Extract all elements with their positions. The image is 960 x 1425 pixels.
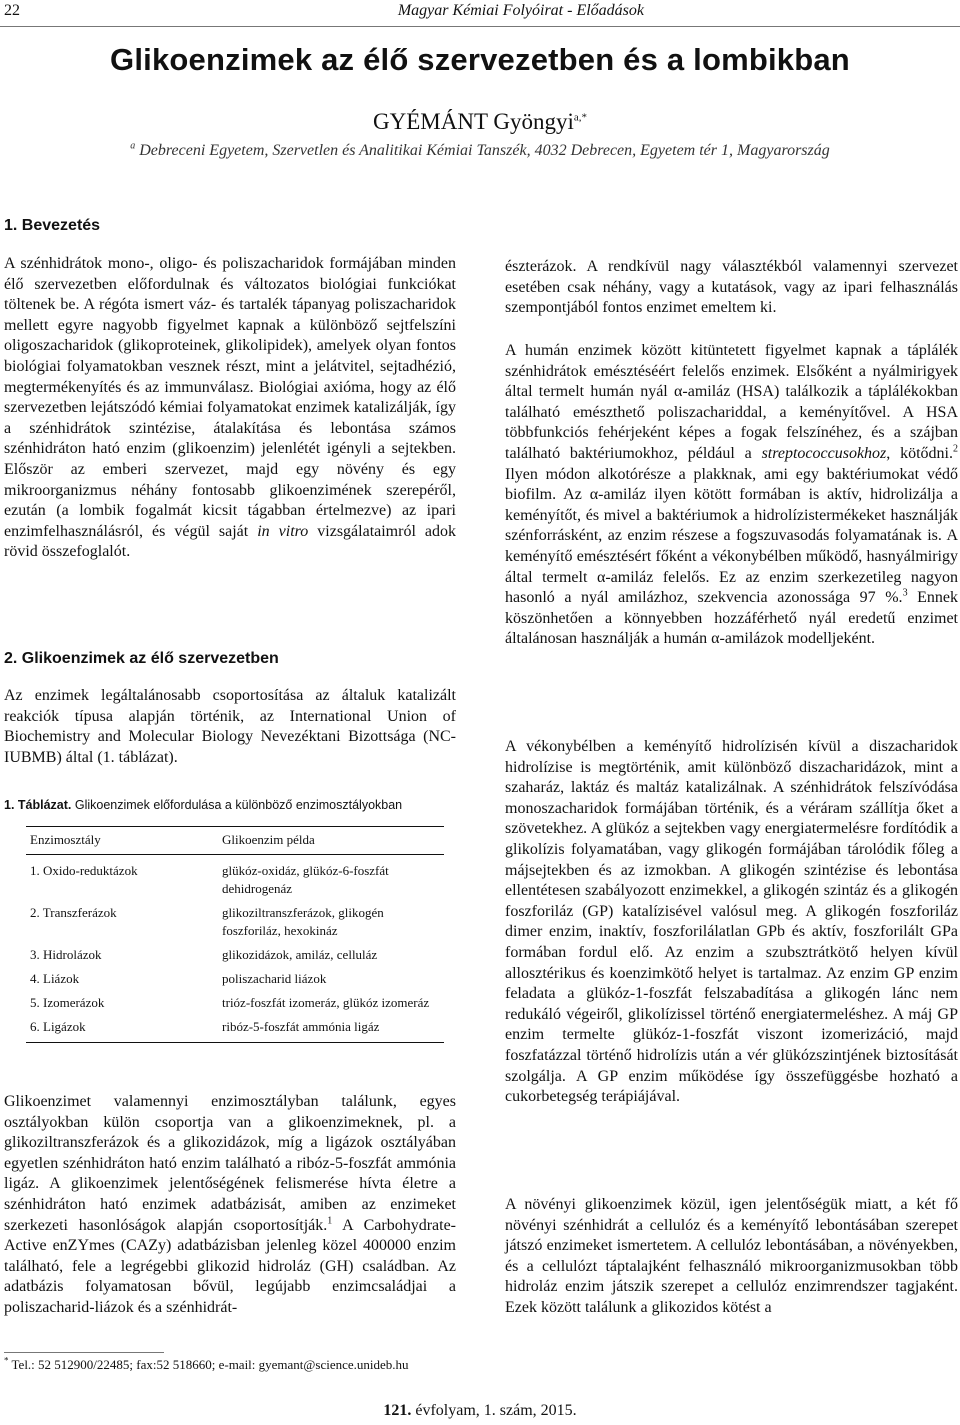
intro-italic: in vitro — [257, 522, 309, 540]
rp2-italic: streptococcusokhoz — [761, 444, 887, 462]
table-cell: ribóz-5-foszfát ammónia ligáz — [218, 1015, 444, 1043]
table-cell: poliszacharid liázok — [222, 971, 327, 986]
table-row — [26, 991, 444, 1015]
footnote-text: Tel.: 52 512900/22485; fax:52 518660; e-mail: gyemant@science.unideb.hu — [8, 1357, 409, 1372]
table-header-row — [26, 827, 444, 855]
section-heading-1: 1. Bevezetés — [4, 217, 101, 234]
table-cell: glükóz-oxidáz, glükóz-6-foszfát dehidrogenáz — [222, 863, 389, 896]
intro-text-end: vizsgálataimról adok rövid összefoglalót. — [4, 522, 456, 561]
s2p2-text-a: Glikoenzimet valamennyi enzimosztályban találunk, egyes osztályokban külön csoportja van a glikoenzimeknek, pl. a glikoziltranszferázok és a glikozidázok, míg a ligázok osztályában egyetlen szénhidráton ható enzim található a ribóz-5-foszfát ammónia ligáz. A glikoenzimek jelentőségének felismerése hívta életre a szénhidráton ható enzimek adatbázisát, amiben az enzimeket szerkezeti hasonlóságok alapján csoportosítják. — [4, 1093, 456, 1234]
footnote-rule — [4, 1352, 164, 1353]
table-cell: glikozidázok, amiláz, celluláz — [222, 947, 378, 962]
table-cell: 1. Oxido-reduktázok — [30, 863, 138, 878]
table-header-example: Glikoenzim példa — [218, 827, 444, 855]
table-cell: 5. Izomerázok — [30, 995, 105, 1010]
right-paragraph-1: észterázok. A rendkívül nagy választékból valamennyi szervezet esetében csak néhány, vagy a kutatások, vagy az ipari felhasználás szempontjából fontos enzimet emeltem ki. — [505, 258, 958, 317]
affiliation-text: Debreceni Egyetem, Szervetlen és Analitikai Kémiai Tanszék, 4032 Debrecen, Egyetem tér 1, Magyarország — [139, 142, 830, 159]
table-caption-text: Glikoenzimek előfordulása a különböző enzimosztályokban — [71, 798, 403, 812]
author-sup: a,* — [573, 111, 587, 124]
table-cell: glikoziltranszferázok, glikogén foszforiláz, hexokináz — [222, 905, 384, 938]
intro-paragraph — [4, 254, 456, 563]
s2p2-text-b: A Carbohydrate-Active enZYmes (CAZy) adatbázisban jelenleg közel 400000 enzim található, fele a legrégebbi glikozid hidroláz (GH) családban. Az adatbázis folyamatosan bővül, legújabb enzimcsaládjai a poliszacharid-liázok és a szénhidrát- — [4, 1216, 457, 1316]
author-name: GYÉMÁNT Gyöngyi — [373, 109, 574, 134]
header-rule — [0, 26, 960, 27]
rp2-text-d: Ennek köszönhetően a könnyebben hozzáférhető nyál eredetű enzimet általánosan használják a humán α-amilázok modelljeként. — [505, 589, 959, 648]
table-caption-label: 1. Táblázat. — [4, 798, 72, 812]
table-cell: 6. Ligázok — [26, 1015, 218, 1043]
rp2-text-c: Ilyen módon alkotórésze a plakknak, ami egy baktériumokat védő biofilm. Az α-amiláz ilyen kötött formában is aktív, hidrolizálja a keményítőt, és mivel a baktériumok a hidrolízistermékeket használják szénforrásként, az enzim részese a fogszuvasodás folyamatának is. A keményítő emésztésért főként a vékonybélben működő, hasnyálmirigy által termelt α-amiláz felelős. Ez az enzim szerkezetileg nagyon hasonló a nyál amilázhoz, szekvencia azonossága 97 %. — [505, 465, 958, 607]
rp2-text-a: A humán enzimek között kitüntetett figyelmet kapnak a táplálék szénhidrátok emésztéséért felelős enzimek. Elsőként a nyálmirigyek által termelt humán nyál α-amiláz (HSA) találkozik a táplálékokban található emészthető poliszachariddal, a keményítővel. A HSA többfunkciós fehérjeként képes a fogak felszínéhez, és a szájban található baktériumokhoz, például a — [505, 342, 958, 462]
table-row — [26, 1015, 444, 1043]
page-footer — [0, 1402, 960, 1420]
table-cell: trióz-foszfát izomeráz, glükóz izomeráz — [222, 995, 430, 1010]
table-cell: 4. Liázok — [30, 971, 80, 986]
citation-ref: 3 — [902, 587, 908, 599]
table-row — [26, 855, 444, 902]
section2-paragraph-2 — [4, 1092, 456, 1319]
rp2-text-b: , kötődni. — [886, 444, 953, 462]
citation-ref: 1 — [327, 1215, 333, 1227]
table-caption — [4, 795, 402, 816]
table-header-class: Enzimosztály — [26, 827, 218, 855]
footer-issue: évfolyam, 1. szám, 2015. — [411, 1402, 577, 1419]
section-heading-2: 2. Glikoenzimek az élő szervezetben — [4, 650, 279, 667]
intro-text: A szénhidrátok mono-, oligo- és poliszacharidok formájában minden élő szervezetben előfordulnak és változatos biológiai funkciókat töltenek be. A régóta ismert váz- és tartalék tápanyag poliszacharidok mellett egyre nagyobb figyelmet kapnak a különböző sejtfelszíni oligoszacharidok (glikoproteinek, glikolipidek), amelyek olyan fontos biológiai folyamatokban vesznek részt, mint a jelátvitel, sejtadhézió, megtermékenyítés és az immunválasz. Biológiai axióma, hogy az élő szervezetben lejátszódó kémiai folyamatokat enzimek katalizálják, így a szénhidrátok szintézise, átalakítása és lebontása számos szénhidráton ható enzim (glikoenzim) jelenlétét igényli a sejtekben. Először az emberi szervezet, majd egy növény és egy mikroorganizmus néhány fontosabb glikoenzimének szerepéről, ezután (a lombik fogalmát kicsit tágabban értelmezve) az ipari enzimfelhasználásról, és végül saját — [4, 255, 456, 540]
enzyme-table — [26, 826, 444, 1043]
table-cell: 3. Hidrolázok — [30, 947, 102, 962]
article-title: Glikoenzimek az élő szervezetben és a lombikban — [110, 42, 850, 77]
section2-paragraph-1: Az enzimek legáltalánosabb csoportosítása az általuk katalizált reakciók típusa alapján történik, az International Union of Biochemistry and Molecular Biology Nevezéktani Bizottsága (NC-IUBMB) által (1. táblázat). — [4, 687, 456, 766]
footnote — [4, 1357, 409, 1373]
right-paragraph-4: A növényi glikoenzimek közül, igen jelentőségük miatt, a két fő növényi szénhidrát a cellulóz és a keményítő lebontásában szerepet játszó enzimeket ismertetem. A cellulóz lebontásában, a növényekben, és a cellulózt táptalajként felhasználó mikroorganizmusokban több hidroláz enzim játszik szerepet a cellulóz enzimrendszer tagjaként. Ezek között találunk a glikozidos kötést a — [505, 1196, 958, 1316]
page-number: 22 — [4, 2, 20, 19]
author — [0, 109, 960, 135]
footnote-mark: * — [4, 1355, 9, 1366]
citation-ref: 2 — [953, 443, 958, 455]
table-row — [26, 943, 444, 967]
table-row — [26, 901, 444, 943]
affiliation-sup: a — [130, 140, 136, 152]
running-header: Magyar Kémiai Folyóirat - Előadások — [397, 2, 644, 19]
right-paragraph-3: A vékonybélben a keményítő hidrolízisén kívül a diszacharidok hidrolízise is megtörténik, amit különböző diszacharidázok, mint a szaharáz, laktáz és maltáz katalizálnak. A szénhidrátok felszívódása monoszacharidok formájában történik, és a véráram szállítja őket a szövetekhez. A glükóz a sejtekben vagy energiatermelésre fordítódik a glikolízis folyamatában, vagy glikogén formájában tárolódik főleg a májsejtekben és az izmokban. A glikogén szintézise és lebontása ellentétesen szabályozott enzimekkel, a glikogén szintáz és a glikogén foszforiláz (GP) katalízisével valósul meg. A glikogén foszforiláz dimer enzim, inaktív, foszforilálatlan GPb és aktív, foszforilált GPa formában fordul elő. Az enzim a szubsztrátkötő helyen kívül allosztérikus és koenzimkötő helyet is tartalmaz. Az enzim GP enzim feladata a glükóz-1-foszfát felszabadítása a glikogén lánc nem redukáló végeiről, glikolízissel történő energiatermeléshez. A máj GP enzim termelte glükóz-1-foszfát viszont izomerizáció, majd foszfatázzal történő hidrolízis után a vér glükózszintjének biztosítását szolgálja. A GP enzim működése így összefüggésbe hozható a cukorbetegség terápiájával. — [505, 738, 958, 1106]
right-paragraph-2 — [505, 341, 958, 650]
table-cell: 2. Transzferázok — [30, 905, 117, 920]
affiliation — [0, 142, 960, 160]
footer-volume: 121. — [383, 1402, 412, 1419]
table-row — [26, 967, 444, 991]
